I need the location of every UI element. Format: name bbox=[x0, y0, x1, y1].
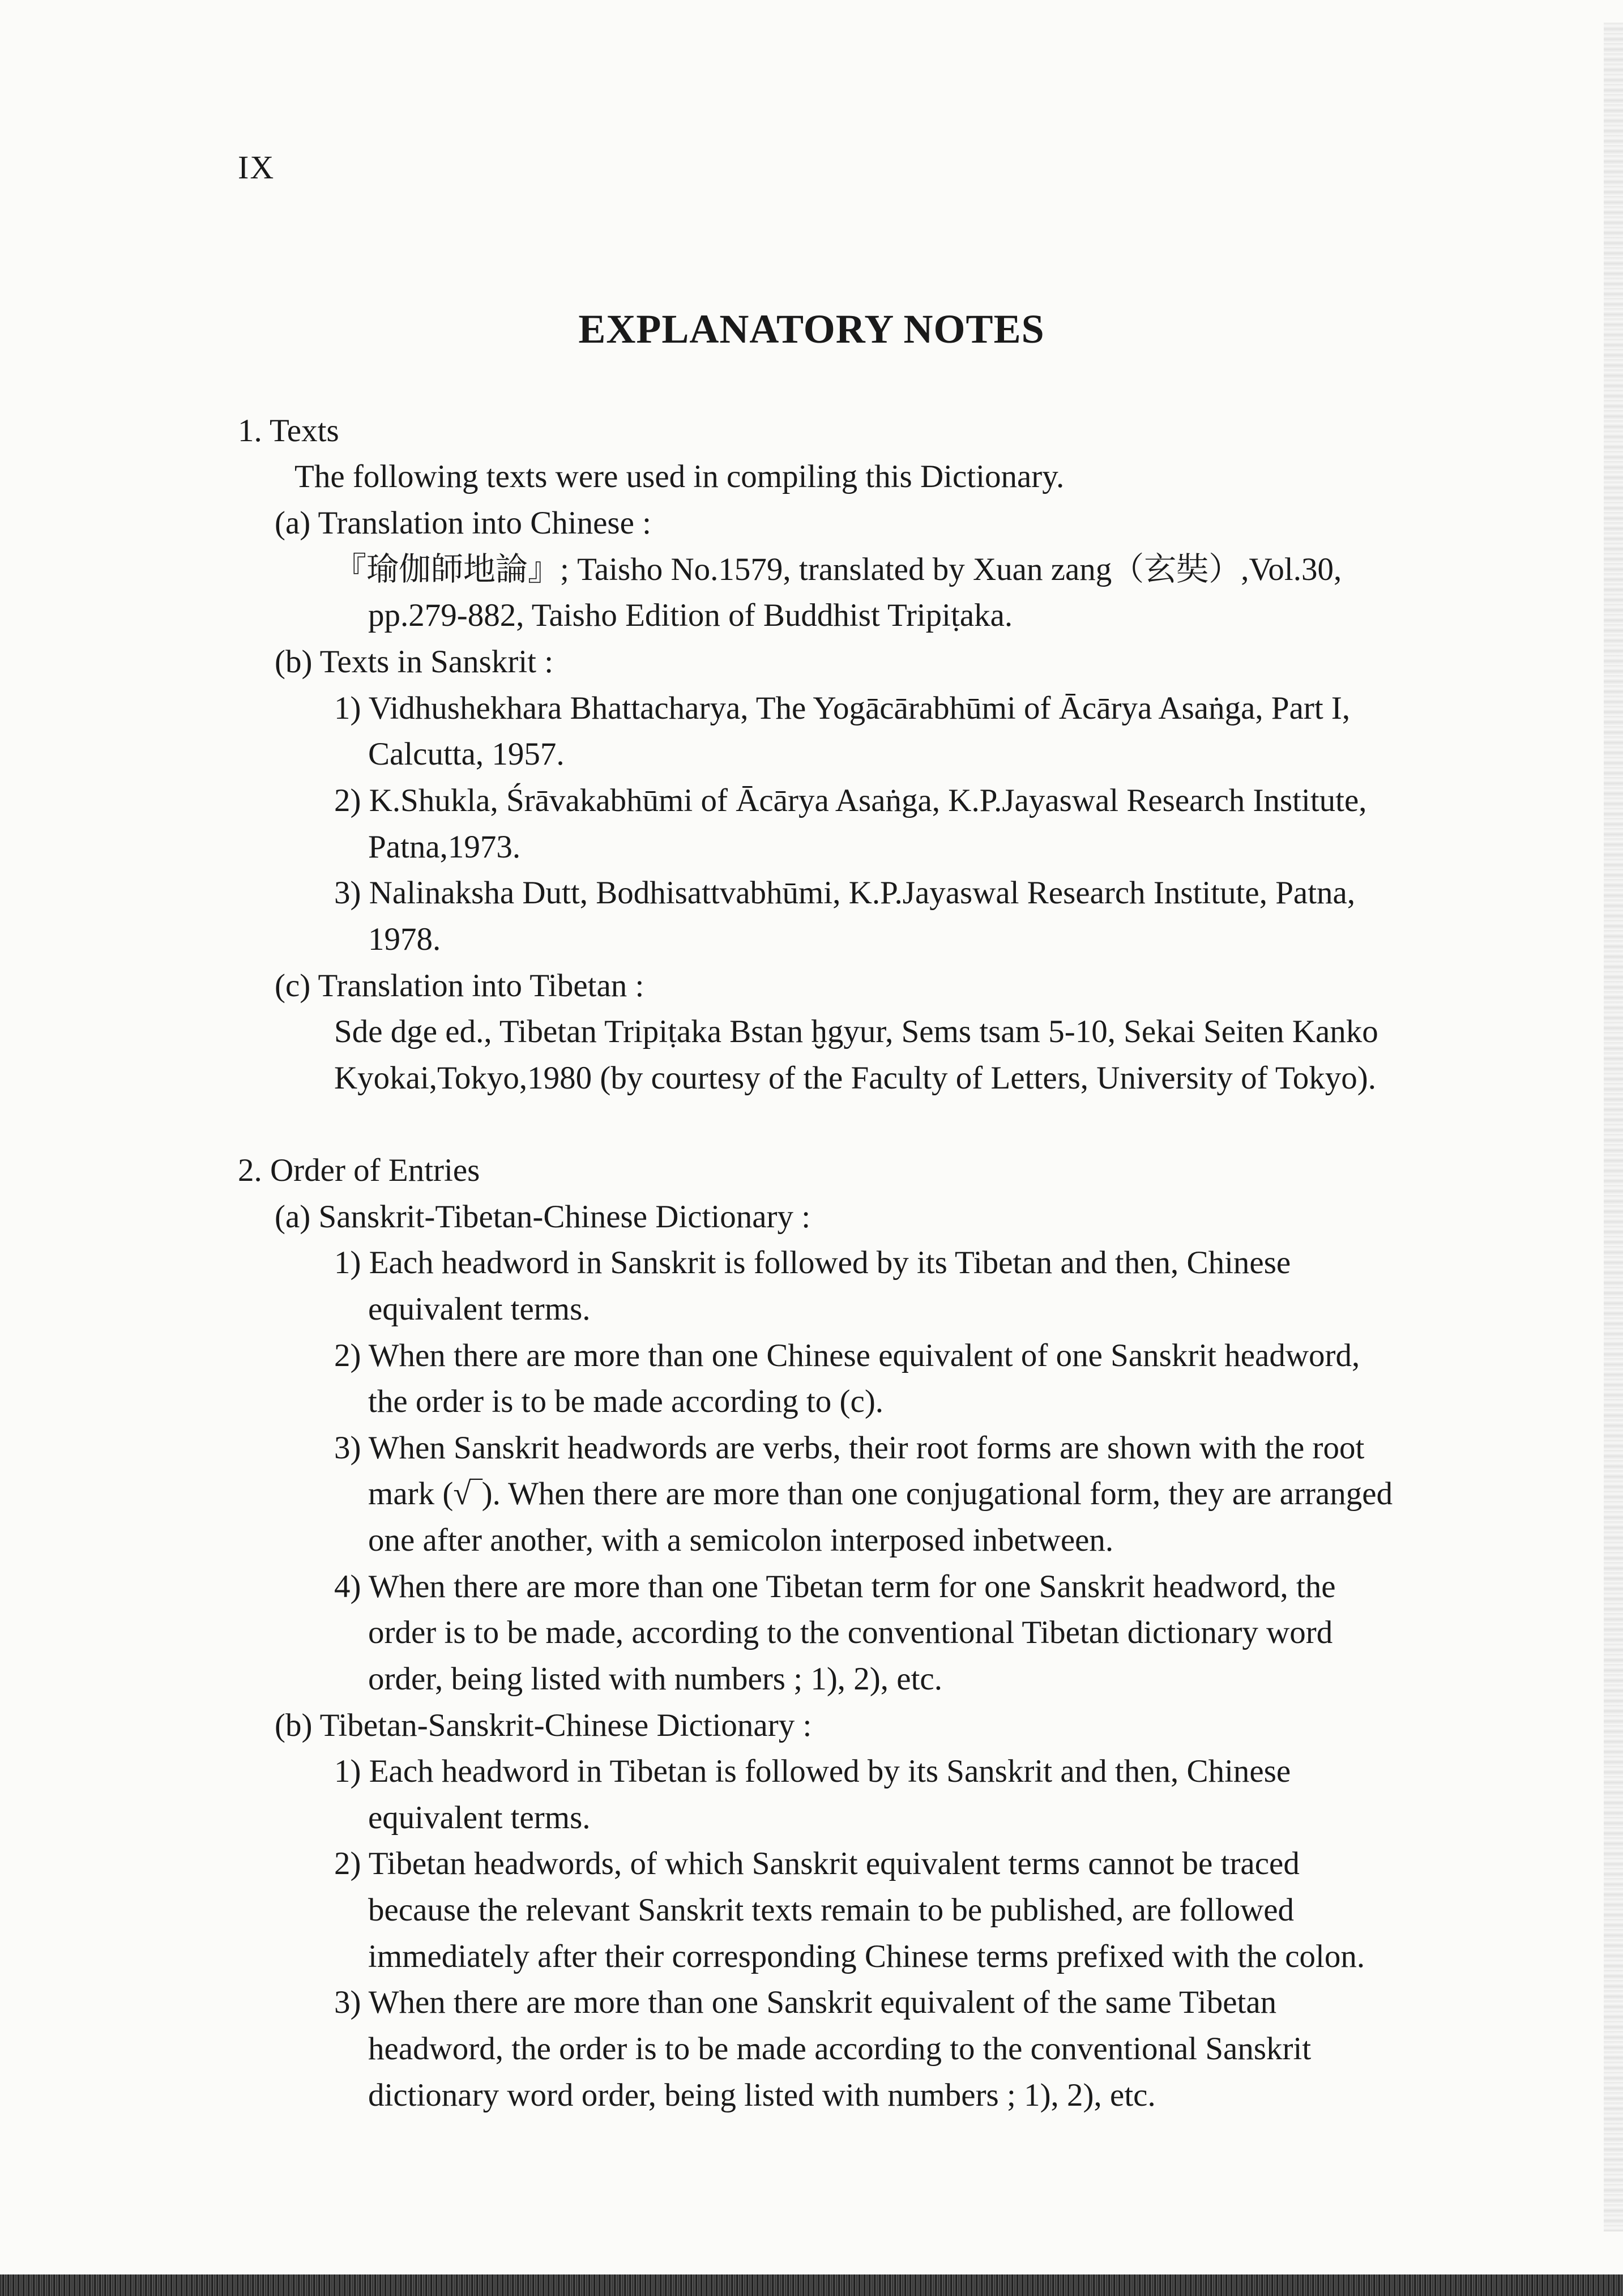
subsection-1a-heading: (a) Translation into Chinese : bbox=[275, 505, 651, 541]
list-item-text: 1978. bbox=[368, 921, 441, 957]
text-line: pp.279-882, Taisho Edition of Buddhist Tripiṭaka. bbox=[368, 598, 1013, 633]
text-line: 『瑜伽師地論』; Taisho No.1579, translated by Xuan zang（玄奘）,Vol.30, bbox=[334, 552, 1342, 587]
list-item-text: headword, the order is to be made according to the conventional Sanskrit bbox=[368, 2031, 1312, 2067]
text-line: Sde dge ed., Tibetan Tripiṭaka Bstan ḫgyur, Sems tsam 5-10, Sekai Seiten Kanko bbox=[334, 1014, 1378, 1049]
list-item-text: mark (√‾). When there are more than one conjugational form, they are arranged bbox=[368, 1476, 1393, 1512]
list-item-text: 1) Each headword in Sanskrit is followed by its Tibetan and then, Chinese bbox=[334, 1245, 1291, 1281]
list-item-text: immediately after their corresponding Chinese terms prefixed with the colon. bbox=[368, 1939, 1365, 1974]
list-item-text: 3) When Sanskrit headwords are verbs, their root forms are shown with the root bbox=[334, 1430, 1365, 1466]
list-item-text: 2) When there are more than one Chinese equivalent of one Sanskrit headword, bbox=[334, 1338, 1360, 1373]
list-item-text: the order is to be made according to (c). bbox=[368, 1384, 884, 1419]
text-line: Kyokai,Tokyo,1980 (by courtesy of the Faculty of Letters, University of Tokyo). bbox=[334, 1060, 1376, 1096]
list-item-text: 3) When there are more than one Sanskrit equivalent of the same Tibetan bbox=[334, 1985, 1277, 2020]
page-number: IX bbox=[238, 149, 275, 186]
page-title: EXPLANATORY NOTES bbox=[578, 306, 1045, 352]
list-item-text: order is to be made, according to the conventional Tibetan dictionary word bbox=[368, 1615, 1333, 1650]
subsection-2a-heading: (a) Sanskrit-Tibetan-Chinese Dictionary : bbox=[275, 1199, 811, 1235]
list-item-text: 1) Each headword in Tibetan is followed by its Sanskrit and then, Chinese bbox=[334, 1753, 1291, 1789]
list-item-text: one after another, with a semicolon interposed inbetween. bbox=[368, 1522, 1114, 1558]
list-item-text: equivalent terms. bbox=[368, 1800, 591, 1836]
section-2-heading: 2. Order of Entries bbox=[238, 1153, 480, 1188]
scan-bottom-border bbox=[0, 2274, 1623, 2296]
subsection-2b-heading: (b) Tibetan-Sanskrit-Chinese Dictionary : bbox=[275, 1708, 812, 1743]
subsection-1b-heading: (b) Texts in Sanskrit : bbox=[275, 644, 554, 680]
list-item-text: dictionary word order, being listed with numbers ; 1), 2), etc. bbox=[368, 2077, 1156, 2113]
list-item-text: 2) Tibetan headwords, of which Sanskrit equivalent terms cannot be traced bbox=[334, 1846, 1300, 1881]
list-item-text: 3) Nalinaksha Dutt, Bodhisattvabhūmi, K.P.Jayaswal Research Institute, Patna, bbox=[334, 875, 1356, 911]
list-item-text: Patna,1973. bbox=[368, 829, 521, 865]
list-item-text: because the relevant Sanskrit texts remain to be published, are followed bbox=[368, 1892, 1295, 1928]
list-item-text: 4) When there are more than one Tibetan term for one Sanskrit headword, the bbox=[334, 1569, 1336, 1604]
list-item-text: 2) K.Shukla, Śrāvakabhūmi of Ācārya Asaṅga, K.P.Jayaswal Research Institute, bbox=[334, 783, 1367, 818]
subsection-1c-heading: (c) Translation into Tibetan : bbox=[275, 968, 644, 1004]
scan-edge-shadow bbox=[1604, 23, 1623, 2231]
section-1-heading: 1. Texts bbox=[238, 413, 339, 449]
list-item-text: equivalent terms. bbox=[368, 1291, 591, 1327]
section-1-intro: The following texts were used in compiling this Dictionary. bbox=[294, 459, 1065, 494]
list-item-text: 1) Vidhushekhara Bhattacharya, The Yogācārabhūmi of Ācārya Asaṅga, Part I, bbox=[334, 690, 1351, 726]
list-item-text: order, being listed with numbers ; 1), 2), etc. bbox=[368, 1661, 942, 1697]
list-item-text: Calcutta, 1957. bbox=[368, 736, 565, 772]
